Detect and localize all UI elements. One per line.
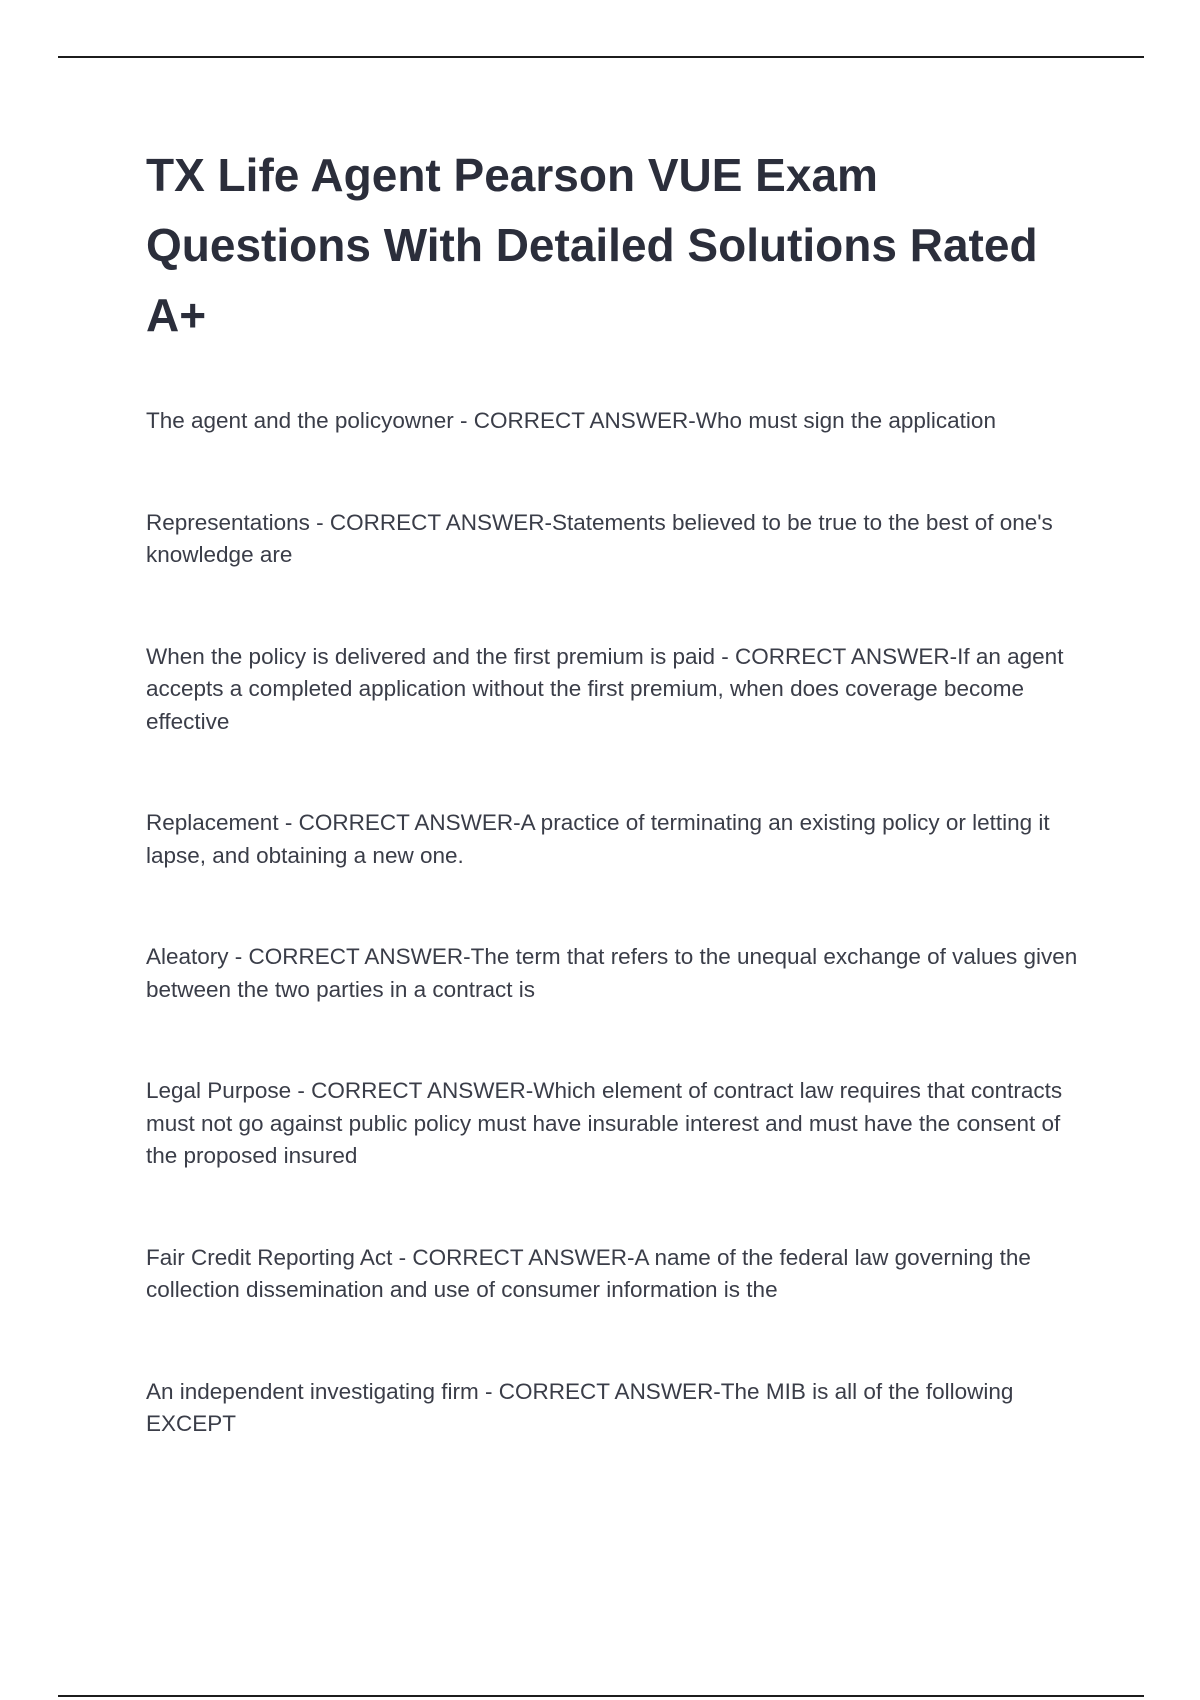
qa-item: Legal Purpose - CORRECT ANSWER-Which element of contract law requires that contracts must not go against public policy must have insurable interest and must have the consent of the proposed insured <box>146 1078 1063 1168</box>
qa-item: Fair Credit Reporting Act - CORRECT ANSWER-A name of the federal law governing the collection dissemination and use of consumer information is the <box>146 1244 1031 1302</box>
qa-list <box>146 405 1091 1441</box>
qa-item: The agent and the policyowner - CORRECT ANSWER-Who must sign the application <box>146 408 996 433</box>
qa-item: Replacement - CORRECT ANSWER-A practice of terminating an existing policy or letting it lapse, and obtaining a new one. <box>146 810 1050 868</box>
qa-item: When the policy is delivered and the first premium is paid - CORRECT ANSWER-If an agent accepts a completed application without the first premium, when does coverage become effective <box>146 643 1064 734</box>
page-title: TX Life Agent Pearson VUE Exam Questions With Detailed Solutions Rated A+ <box>146 149 1038 341</box>
document-body <box>146 140 1091 1510</box>
qa-item: Aleatory - CORRECT ANSWER-The term that refers to the unequal exchange of values given between the two parties in a contract is <box>146 944 1078 1002</box>
bottom-divider <box>58 1695 1144 1697</box>
top-divider <box>58 56 1144 58</box>
qa-item: Representations - CORRECT ANSWER-Statements believed to be true to the best of one's knowledge are <box>146 509 1053 567</box>
qa-item: An independent investigating firm - CORRECT ANSWER-The MIB is all of the following EXCEPT <box>146 1378 1014 1436</box>
